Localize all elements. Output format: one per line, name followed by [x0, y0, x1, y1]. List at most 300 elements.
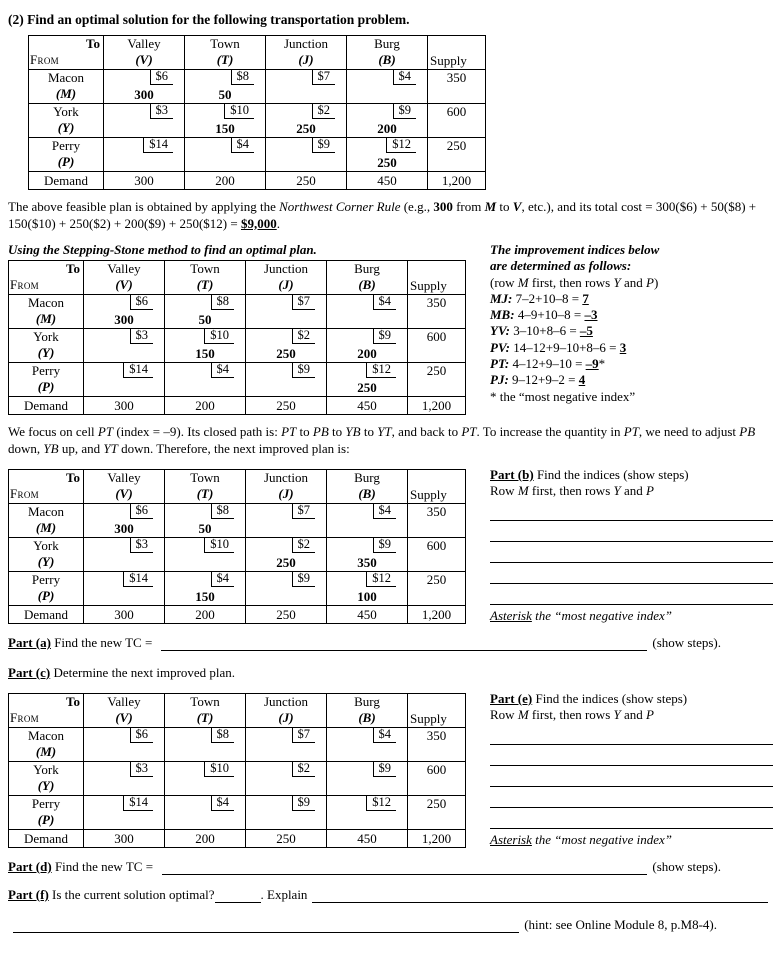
index-part: –9 — [585, 356, 599, 372]
index-part: 9–12+9–2 = — [512, 372, 579, 388]
source-name: York — [33, 762, 59, 777]
text-segment: from — [452, 199, 485, 214]
dest-code: (B) — [358, 277, 376, 292]
part-b-block — [490, 467, 773, 624]
cell-PB — [327, 572, 408, 606]
unit-cost: $7 — [292, 295, 316, 310]
text-segment: PT — [461, 424, 477, 439]
source-name: York — [33, 329, 59, 344]
supply-header — [408, 261, 466, 295]
unit-cost: $9 — [312, 138, 336, 153]
part-c-heading — [8, 665, 773, 681]
demand-label: Demand — [29, 172, 104, 190]
cell-MT — [165, 728, 246, 762]
dest-name: Town — [190, 261, 220, 276]
source-code: (Y) — [37, 778, 55, 793]
supply-value: 250 — [426, 572, 447, 587]
cell-PT — [165, 363, 246, 397]
source-code: (M) — [55, 86, 77, 101]
cell-PJ — [266, 138, 347, 172]
supply-label: Supply — [410, 278, 447, 293]
tc-answer-blank[interactable] — [162, 859, 647, 875]
next-plan-section — [8, 691, 773, 848]
answer-line[interactable] — [490, 521, 773, 542]
answer-line[interactable] — [490, 724, 773, 745]
cell-MJ — [246, 728, 327, 762]
to-label: To — [66, 694, 80, 709]
cell-MV — [84, 295, 165, 329]
supply-value: 600 — [426, 762, 447, 777]
unit-cost: $9 — [373, 538, 397, 553]
cell-PT — [185, 138, 266, 172]
dest-code: (V) — [115, 486, 133, 501]
unit-cost: $6 — [130, 504, 154, 519]
source-perry — [9, 572, 84, 606]
source-name: Perry — [51, 138, 81, 153]
unit-cost: $6 — [150, 70, 174, 85]
cell-PB — [327, 796, 408, 830]
answer-line[interactable] — [490, 766, 773, 787]
dest-name: Burg — [354, 470, 380, 485]
demand-town: 200 — [185, 172, 266, 190]
source-york — [9, 762, 84, 796]
from-label: From — [10, 277, 39, 292]
text-segment: and — [620, 274, 647, 290]
text-segment: Asterisk — [490, 831, 532, 847]
text-segment: to — [496, 199, 513, 214]
text-segment: Northwest Corner Rule — [279, 199, 401, 214]
allocation-value: 200 — [377, 121, 397, 136]
cell-YT — [165, 762, 246, 796]
supply-header — [408, 694, 466, 728]
unit-cost: $4 — [231, 138, 255, 153]
allocation-value: 50 — [198, 521, 212, 536]
unit-cost: $12 — [366, 796, 396, 811]
cell-YT — [165, 538, 246, 572]
supply-header — [408, 470, 466, 504]
source-code: (P) — [37, 588, 55, 603]
allocation-value: 250 — [276, 555, 296, 570]
part-c-text: Determine the next improved plan. — [53, 665, 236, 680]
dest-header-burg — [327, 470, 408, 504]
part-e-title-line — [490, 691, 773, 707]
unit-cost: $4 — [211, 796, 235, 811]
unit-cost: $7 — [292, 504, 316, 519]
dest-code: (J) — [278, 710, 294, 725]
source-name: Perry — [31, 796, 61, 811]
part-d-label: Part (d) — [8, 859, 52, 874]
allocation-value: 50 — [218, 87, 232, 102]
from-label: From — [10, 486, 39, 501]
unit-cost: $4 — [211, 572, 235, 587]
dest-name: Junction — [283, 36, 329, 51]
index-item-pj — [490, 372, 773, 388]
index-item-pv — [490, 340, 773, 356]
cell-MB — [327, 295, 408, 329]
cell-MJ — [246, 295, 327, 329]
source-name: Perry — [31, 572, 61, 587]
supply-value: 600 — [446, 104, 467, 119]
source-code: (Y) — [37, 345, 55, 360]
supply-perry — [428, 138, 486, 172]
demand-valley: 300 — [84, 606, 165, 624]
source-name: Macon — [27, 728, 65, 743]
improvement-indices-block — [490, 242, 773, 415]
supply-value: 350 — [446, 70, 467, 85]
unit-cost: $8 — [231, 70, 255, 85]
supply-perry — [408, 572, 466, 606]
dest-name: Valley — [107, 470, 141, 485]
supply-label: Supply — [430, 53, 467, 68]
cell-MV — [104, 70, 185, 104]
text-segment: up, and — [58, 440, 104, 456]
tableau-improved-host — [8, 469, 470, 624]
stepping-stone-heading: Using the Stepping-Stone method to find an optimal plan. — [8, 242, 317, 257]
dest-header-junction — [266, 36, 347, 70]
dest-header-town — [165, 261, 246, 295]
explain-continued-blank[interactable] — [13, 917, 519, 933]
grand-total: 1,200 — [428, 172, 486, 190]
unit-cost: $2 — [292, 538, 316, 553]
part-e-block — [490, 691, 773, 848]
cell-YT — [165, 329, 246, 363]
cell-YJ — [266, 104, 347, 138]
part-f-mid: . Explain — [260, 887, 308, 902]
text-segment: $9,000 — [240, 215, 277, 231]
dest-code: (J) — [298, 52, 314, 67]
dest-code: (V) — [115, 277, 133, 292]
allocation-value: 300 — [114, 521, 134, 536]
cell-MV — [84, 504, 165, 538]
cell-YB — [327, 329, 408, 363]
part-b-row-order — [490, 483, 773, 499]
unit-cost: $8 — [211, 504, 235, 519]
dest-header-town — [185, 36, 266, 70]
cell-PJ — [246, 796, 327, 830]
cell-YT — [185, 104, 266, 138]
source-york — [9, 329, 84, 363]
allocation-value: 250 — [357, 380, 377, 395]
dest-code: (V) — [115, 710, 133, 725]
demand-town: 200 — [165, 397, 246, 415]
text-segment: 300 — [433, 199, 453, 214]
allocation-value: 300 — [134, 87, 154, 102]
unit-cost: $9 — [292, 572, 316, 587]
supply-value: 250 — [446, 138, 467, 153]
text-segment: to — [360, 424, 378, 439]
answer-line[interactable] — [490, 745, 773, 766]
dest-header-town — [165, 694, 246, 728]
dest-name: Valley — [107, 694, 141, 709]
source-code: (P) — [57, 154, 75, 169]
cell-PT — [165, 796, 246, 830]
part-b-asterisk-note — [490, 606, 773, 624]
source-code: (M) — [35, 520, 57, 535]
dest-code: (T) — [196, 277, 214, 292]
grand-total: 1,200 — [408, 397, 466, 415]
dest-name: Junction — [263, 694, 309, 709]
unit-cost: $10 — [224, 104, 254, 119]
initial-tableau-wrapper — [28, 35, 773, 190]
cell-PB — [347, 138, 428, 172]
demand-label: Demand — [9, 397, 84, 415]
index-part: 4–9+10–8 = — [517, 307, 585, 323]
dest-header-junction — [246, 470, 327, 504]
index-part: PT: — [490, 356, 513, 372]
part-e-label: Part (e) — [490, 691, 533, 706]
text-segment: Y — [613, 707, 621, 723]
dest-name: Burg — [354, 694, 380, 709]
supply-label: Supply — [410, 487, 447, 502]
source-macon — [9, 728, 84, 762]
unit-cost: $4 — [211, 363, 235, 378]
allocation-value: 250 — [276, 346, 296, 361]
to-label: To — [86, 36, 100, 51]
text-segment: , etc.), and its total cost = 300($6) + 50($8) + 150($10) + 250($2) + 200($9) + 250($12) = — [8, 199, 757, 231]
dest-header-burg — [347, 36, 428, 70]
text-segment: , we need to adjust — [638, 424, 740, 439]
text-segment: M — [517, 274, 529, 290]
indices-title-line1: The improvement indices below — [490, 242, 660, 257]
index-part: YV: — [490, 323, 514, 339]
dest-code: (V) — [135, 52, 153, 67]
answer-line[interactable] — [490, 584, 773, 605]
text-segment: ) — [653, 274, 659, 290]
text-segment: P — [646, 483, 654, 499]
supply-york — [408, 538, 466, 572]
unit-cost: $3 — [150, 104, 174, 119]
text-segment: YT — [377, 424, 392, 439]
dest-header-valley — [84, 470, 165, 504]
unit-cost: $9 — [292, 363, 316, 378]
source-perry — [9, 363, 84, 397]
allocation-value: 300 — [114, 312, 134, 327]
unit-cost: $7 — [312, 70, 336, 85]
allocation-value: 350 — [357, 555, 377, 570]
cell-MJ — [246, 504, 327, 538]
from-label: From — [30, 52, 59, 67]
source-code: (M) — [35, 744, 57, 759]
dest-name: Town — [190, 694, 220, 709]
improved-plan-section — [8, 467, 773, 624]
unit-cost: $2 — [312, 104, 336, 119]
source-code: (P) — [37, 379, 55, 394]
part-a-text: Find the new TC = — [54, 635, 153, 650]
source-name: Macon — [27, 295, 65, 310]
answer-line[interactable] — [490, 500, 773, 521]
part-e-text: Find the indices (show steps) — [535, 691, 688, 706]
dest-header-junction — [246, 261, 327, 295]
text-segment: first, then rows — [528, 483, 614, 499]
text-segment: P — [646, 274, 654, 290]
supply-value: 250 — [426, 796, 447, 811]
tableau-stepping — [8, 260, 466, 415]
unit-cost: $3 — [130, 762, 154, 777]
dest-name: Valley — [127, 36, 161, 51]
answer-line[interactable] — [490, 787, 773, 808]
unit-cost: $12 — [386, 138, 416, 153]
index-item-mb — [490, 307, 773, 323]
text-segment: Y — [613, 483, 621, 499]
text-segment: Y — [613, 274, 621, 290]
cell-YV — [84, 329, 165, 363]
dest-header-valley — [84, 694, 165, 728]
supply-value: 600 — [426, 329, 447, 344]
supply-macon — [428, 70, 486, 104]
cell-MB — [327, 504, 408, 538]
text-segment: and — [620, 483, 647, 499]
dest-header-valley — [84, 261, 165, 295]
text-segment: M — [517, 483, 529, 499]
hint-text: (hint: see Online Module 8, p.M8-4). — [524, 917, 717, 932]
source-code: (P) — [37, 812, 55, 827]
unit-cost: $4 — [373, 295, 397, 310]
answer-line[interactable] — [490, 808, 773, 829]
cell-PB — [327, 363, 408, 397]
cell-MB — [347, 70, 428, 104]
unit-cost: $10 — [204, 329, 234, 344]
dest-name: Valley — [107, 261, 141, 276]
supply-macon — [408, 504, 466, 538]
dest-name: Junction — [263, 261, 309, 276]
part-c-label: Part (c) — [8, 665, 51, 680]
unit-cost: $14 — [123, 363, 153, 378]
optimal-answer-blank[interactable] — [215, 887, 261, 903]
text-segment: Row — [490, 483, 518, 499]
part-e-row-order — [490, 707, 773, 723]
dest-name: Town — [190, 470, 220, 485]
cell-PV — [84, 572, 165, 606]
supply-value: 250 — [426, 363, 447, 378]
part-f-lead — [8, 887, 215, 903]
index-part: 7–2+10–8 = — [515, 290, 583, 306]
text-segment: first, then rows — [528, 274, 614, 290]
demand-junction: 250 — [266, 172, 347, 190]
demand-burg: 450 — [327, 830, 408, 848]
supply-value: 600 — [426, 538, 447, 553]
unit-cost: $3 — [130, 538, 154, 553]
stepping-stone-section — [8, 242, 773, 415]
unit-cost: $9 — [292, 796, 316, 811]
answer-line[interactable] — [490, 542, 773, 563]
cell-PT — [165, 572, 246, 606]
text-segment: and — [620, 707, 647, 723]
source-macon — [9, 295, 84, 329]
source-perry — [9, 796, 84, 830]
corner-cell — [9, 261, 84, 295]
cell-YJ — [246, 538, 327, 572]
unit-cost: $10 — [204, 538, 234, 553]
cell-YV — [84, 538, 165, 572]
supply-perry — [408, 796, 466, 830]
stepping-stone-left — [8, 242, 470, 415]
unit-cost: $9 — [373, 329, 397, 344]
text-segment: to — [328, 424, 346, 439]
supply-york — [428, 104, 486, 138]
index-part: PV: — [490, 339, 514, 355]
demand-burg: 450 — [347, 172, 428, 190]
text-segment: first, then rows — [528, 707, 614, 723]
unit-cost: $2 — [292, 329, 316, 344]
part-d-lead — [8, 859, 153, 875]
index-part: 14–12+9–10+8–6 = — [513, 339, 620, 355]
source-code: (M) — [35, 311, 57, 326]
text-segment: Asterisk — [490, 607, 532, 623]
index-part: 3–10+8–6 = — [513, 323, 580, 339]
part-f-line — [8, 887, 773, 903]
supply-york — [408, 329, 466, 363]
supply-macon — [408, 728, 466, 762]
text-segment: PB — [312, 424, 329, 439]
explain-answer-blank[interactable] — [312, 887, 768, 903]
text-segment: PB — [739, 424, 756, 439]
cell-YV — [104, 104, 185, 138]
demand-town: 200 — [165, 830, 246, 848]
part-d-line — [8, 859, 773, 875]
index-part: MJ: — [490, 290, 516, 306]
cell-MB — [327, 728, 408, 762]
cell-PJ — [246, 363, 327, 397]
source-code: (Y) — [37, 554, 55, 569]
cell-MT — [165, 504, 246, 538]
to-label: To — [66, 470, 80, 485]
text-segment: PT — [281, 424, 297, 439]
corner-cell — [9, 694, 84, 728]
corner-cell — [29, 36, 104, 70]
text-segment: PT — [623, 424, 639, 439]
part-b-text: Find the indices (show steps) — [536, 467, 689, 482]
unit-cost: $4 — [393, 70, 417, 85]
dest-name: Town — [210, 36, 240, 51]
cell-MJ — [266, 70, 347, 104]
tableau-next — [8, 693, 466, 848]
tableau-initial — [28, 35, 486, 190]
cell-YJ — [246, 329, 327, 363]
index-item-yv — [490, 323, 773, 339]
dest-header-valley — [104, 36, 185, 70]
text-segment: We focus on cell — [8, 424, 98, 439]
tableau-stepping-host — [8, 260, 470, 415]
part-a-line — [8, 635, 773, 651]
answer-line[interactable] — [490, 563, 773, 584]
unit-cost: $9 — [393, 104, 417, 119]
demand-burg: 450 — [327, 397, 408, 415]
unit-cost: $6 — [130, 295, 154, 310]
text-segment: , and back to — [391, 424, 462, 439]
demand-town: 200 — [165, 606, 246, 624]
dest-name: Burg — [354, 261, 380, 276]
text-segment: The above feasible plan is obtained by applying the — [8, 199, 280, 214]
part-d-text: Find the new TC = — [54, 859, 154, 874]
allocation-value: 150 — [195, 589, 215, 604]
dest-header-burg — [327, 261, 408, 295]
grand-total: 1,200 — [408, 830, 466, 848]
grand-total: 1,200 — [408, 606, 466, 624]
part-f-text: Is the current solution optimal? — [52, 887, 215, 902]
unit-cost: $12 — [366, 572, 396, 587]
text-segment: M — [517, 707, 529, 723]
text-segment: . — [276, 215, 280, 231]
dest-header-town — [165, 470, 246, 504]
unit-cost: $8 — [211, 728, 235, 743]
tc-answer-blank[interactable] — [161, 635, 647, 651]
index-part: –5 — [579, 323, 593, 339]
supply-york — [408, 762, 466, 796]
source-macon — [9, 504, 84, 538]
supply-label: Supply — [410, 711, 447, 726]
unit-cost: $3 — [130, 329, 154, 344]
index-part: 4–12+9–10 = — [512, 356, 586, 372]
